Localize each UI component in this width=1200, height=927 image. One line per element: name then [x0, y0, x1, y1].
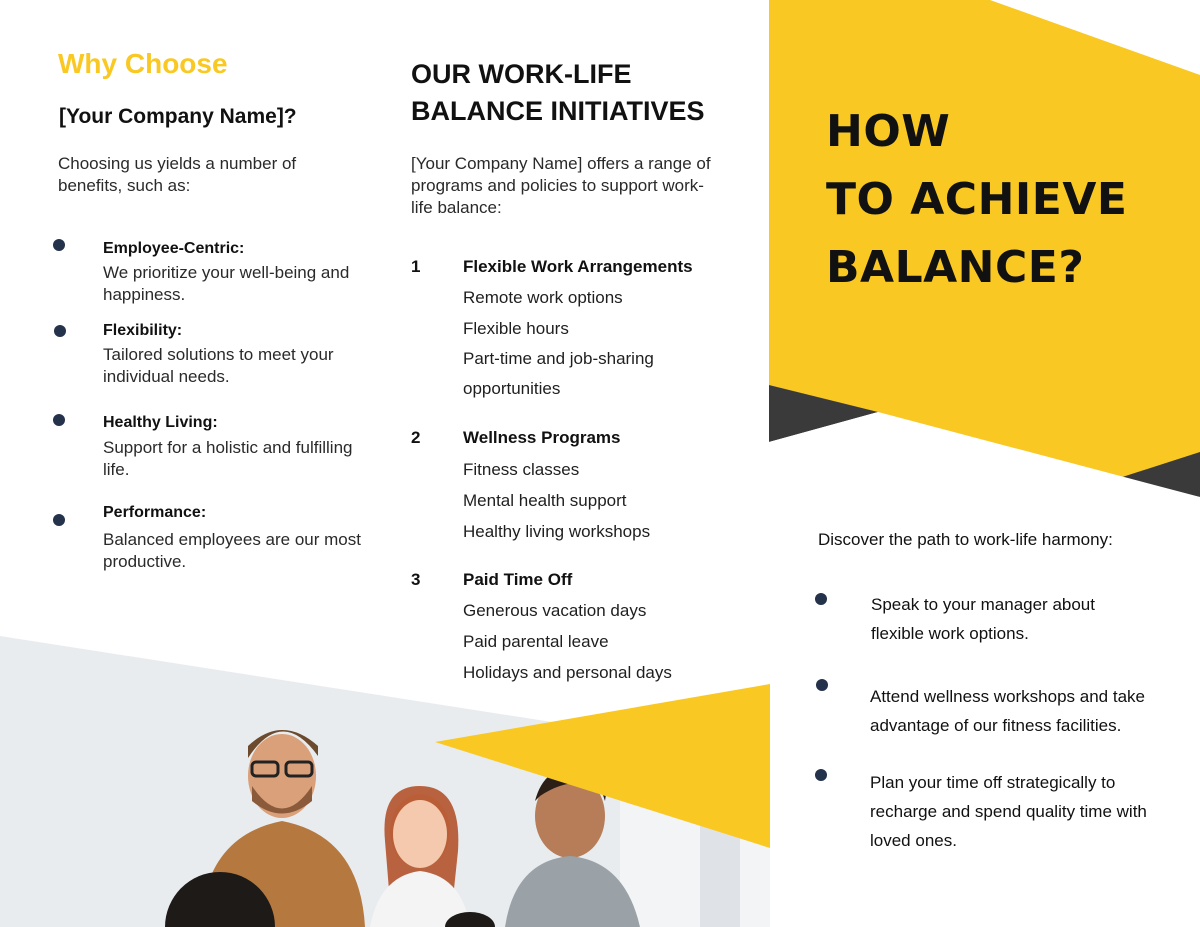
list-item: Generous vacation days — [463, 601, 647, 620]
benefit-title: Performance: — [103, 504, 207, 521]
benefit-title: Healthy Living: — [103, 414, 218, 431]
tip-text: Plan your time off strategically to recharge and spend quality time with loved ones. — [870, 773, 1147, 850]
section-title: Flexible Work Arrangements — [463, 257, 693, 276]
bullet-icon — [816, 679, 828, 691]
list-item: Healthy living workshops — [463, 522, 651, 541]
benefit-title: Flexibility: — [103, 322, 183, 339]
company-name-heading: [Your Company Name]? — [59, 105, 297, 128]
benefit-text: Support for a holistic and fulfilling life. — [103, 438, 353, 479]
section-number: 1 — [411, 257, 421, 276]
bullet-icon — [53, 239, 65, 251]
discover-text: Discover the path to work-life harmony: — [818, 530, 1113, 549]
headline-line: HOW — [826, 106, 951, 157]
list-item: Flexible hours — [463, 319, 569, 338]
benefit-text: Tailored solutions to meet your individual needs. — [103, 345, 334, 386]
list-item: Fitness classes — [463, 460, 580, 479]
section-number: 3 — [411, 570, 421, 589]
list-item: Paid parental leave — [463, 632, 609, 651]
section-items — [463, 283, 733, 404]
bullet-icon — [815, 769, 827, 781]
section-items — [463, 454, 733, 547]
bullet-icon — [54, 325, 66, 337]
headline-line: BALANCE? — [826, 242, 1085, 293]
tip-text: Attend wellness workshops and take advantage of our fitness facilities. — [870, 687, 1145, 735]
section-items — [463, 595, 733, 688]
list-item: Mental health support — [463, 491, 627, 510]
benefits-intro: Choosing us yields a number of benefits, such as: — [58, 154, 297, 195]
initiatives-title: OUR WORK-LIFE BALANCE INITIATIVES — [411, 59, 705, 126]
why-choose-heading: Why Choose — [58, 48, 228, 79]
bullet-icon — [53, 514, 65, 526]
bullet-icon — [815, 593, 827, 605]
benefit-title: Employee-Centric: — [103, 240, 245, 257]
section-title: Wellness Programs — [463, 428, 621, 447]
bullet-icon — [53, 414, 65, 426]
benefit-text: We prioritize your well-being and happiness. — [103, 263, 350, 304]
balance-headline — [826, 98, 1166, 302]
list-item: Remote work options — [463, 288, 623, 307]
benefit-text: Balanced employees are our most productive. — [103, 530, 361, 571]
section-number: 2 — [411, 428, 421, 447]
initiatives-intro: [Your Company Name] offers a range of programs and policies to support work-life balance: — [411, 154, 711, 217]
headline-line: TO ACHIEVE — [826, 174, 1128, 225]
tip-text: Speak to your manager about flexible work options. — [871, 595, 1095, 643]
section-title: Paid Time Off — [463, 570, 573, 589]
list-item: Part-time and job-sharing opportunities — [463, 349, 654, 398]
list-item: Holidays and personal days — [463, 663, 672, 682]
